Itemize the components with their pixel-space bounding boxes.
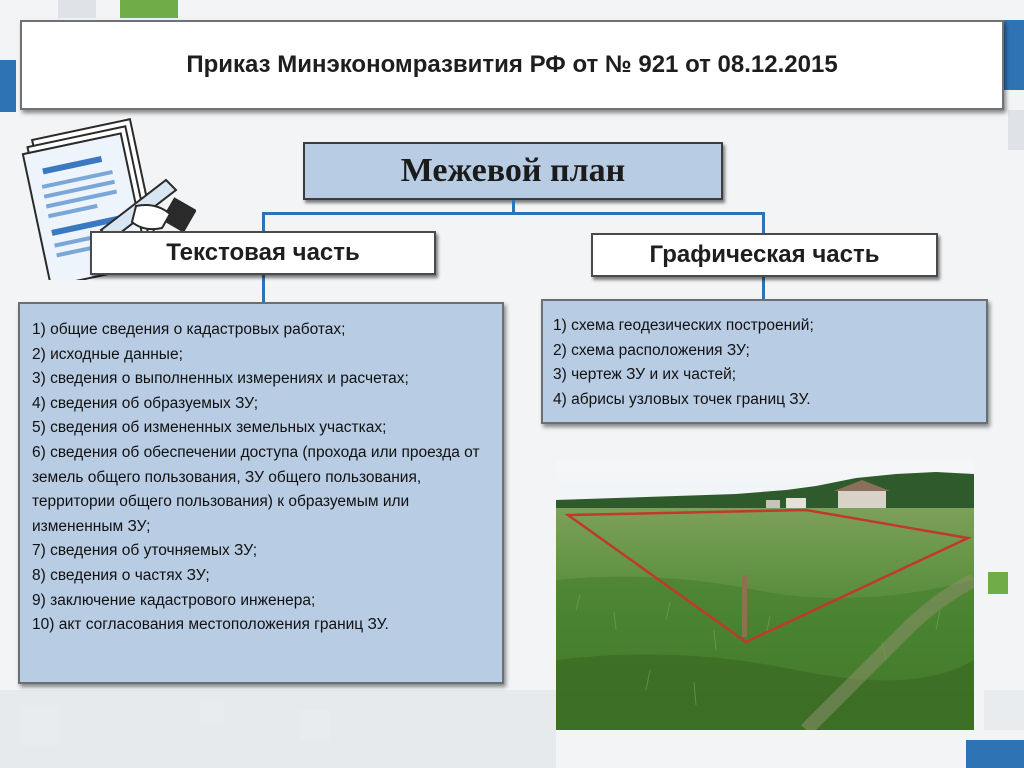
decor-square (20, 705, 60, 745)
list-item: 10) акт согласования местоположения границ ЗУ. (32, 616, 389, 634)
list-item: 9) заключение кадастрового инженера; (32, 591, 316, 609)
list-item: 2) схема расположения ЗУ; (553, 341, 750, 359)
list-item: 2) исходные данные; (32, 345, 183, 363)
list-item: 8) сведения о частях ЗУ; (32, 566, 210, 584)
decor-square (58, 0, 96, 18)
decor-square (120, 0, 178, 18)
list-item: 1) схема геодезических построений; (553, 317, 814, 334)
connector-line (262, 212, 764, 215)
graphic-part-list (541, 299, 988, 424)
decor-square (988, 572, 1008, 594)
list-item: 5) сведения об измененных земельных участках; (32, 419, 387, 437)
list-item: 3) сведения о выполненных измерениях и расчетах; (32, 370, 409, 388)
connector-line (262, 275, 265, 303)
text-part-list (18, 302, 504, 684)
list-item: 1) общие сведения о кадастровых работах; (32, 321, 346, 338)
connector-line (262, 212, 265, 232)
decor-square (0, 690, 556, 768)
list-item: 4) сведения об образуемых ЗУ; (32, 394, 259, 412)
land-plot-photo (556, 460, 974, 730)
list-item: 7) сведения об уточняемых ЗУ; (32, 542, 258, 560)
list-item: 3) чертеж ЗУ и их частей; (553, 366, 737, 384)
connector-line (762, 277, 765, 300)
list-item: 4) абрисы узловых точек границ ЗУ. (553, 390, 811, 408)
title-box (20, 20, 1004, 110)
connector-line (762, 212, 765, 234)
decor-square (984, 690, 1024, 730)
main-label-box (303, 142, 723, 200)
decor-square (300, 710, 330, 740)
text-part-label: Текстовая часть (166, 239, 360, 266)
page-title: Приказ Минэкономразвития РФ от № 921 от 08.12.2015 (186, 51, 838, 78)
main-label: Межевой план (400, 152, 626, 189)
decor-square (200, 700, 224, 724)
graphic-part-label: Графическая часть (649, 241, 880, 268)
decor-square (1008, 110, 1024, 150)
list-item: 6) сведения об обеспечении доступа (прохода или проезда от земель общего пользования, ЗУ общего пользования, территории общего пользования) к образуемым или измененным ЗУ; (32, 443, 480, 535)
decor-square (1004, 20, 1024, 90)
decor-square (966, 740, 1024, 768)
text-part-label-box (90, 231, 436, 275)
decor-square (0, 60, 16, 112)
graphic-part-label-box (591, 233, 938, 277)
